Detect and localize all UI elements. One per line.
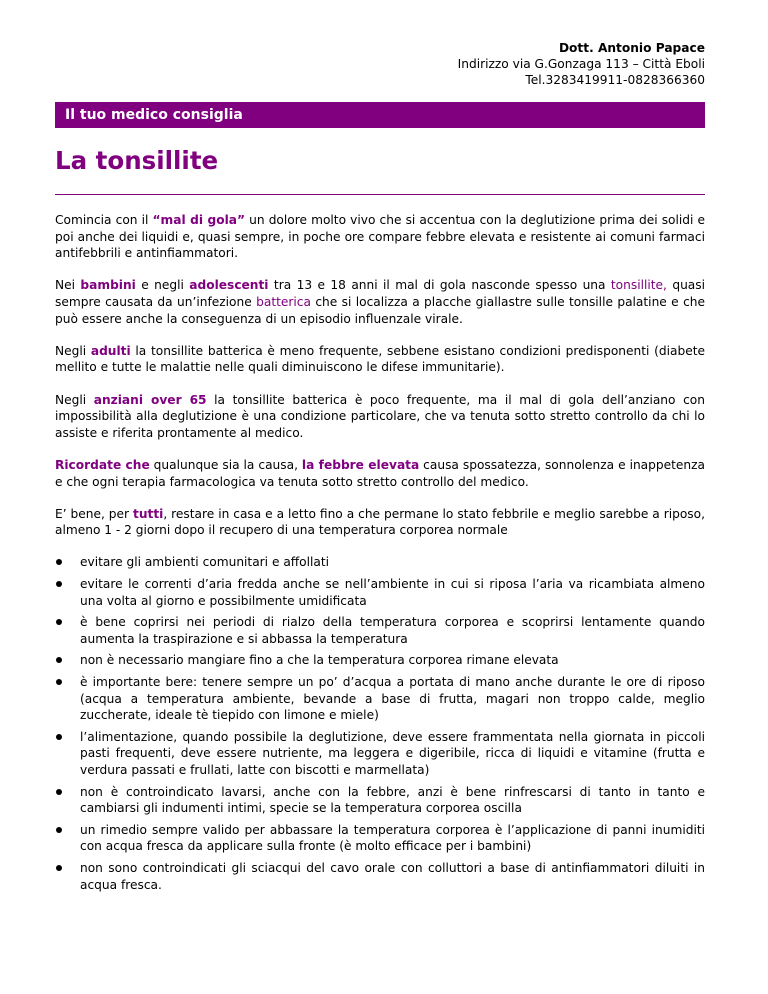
doctor-phone: Tel.3283419911-0828366360 [525,73,705,87]
list-item-text: evitare gli ambienti comunitari e affollati [80,555,330,570]
list-item [55,554,705,571]
section-banner [55,102,705,128]
bullet-icon [56,827,62,833]
article-body [55,212,705,898]
list-item [55,860,705,893]
bullet-icon [56,619,62,625]
text: la tonsillite batterica è poco frequente, ma il mal di gola dell’anziano con impossibilità alla deglutizione è una condizione particolare, che va tenuta sotto stretto controllo da chi lo assiste e riferita prontamente al medico. [55,392,705,440]
bullet-icon [56,657,62,663]
list-item [55,652,705,669]
paragraph-reminder [55,457,705,490]
banner-label: Il tuo medico consiglia [65,107,243,123]
list-item [55,576,705,609]
highlight-tutti: tutti [133,506,164,521]
list-item-text: non è controindicato lavarsi, anche con la febbre, anzi è bene rinfrescarsi di tanto in tanto e cambiarsi gli indumenti intimi, specie se la temperatura corporea oscilla [80,784,705,816]
text: che si localizza a placche giallastre sulle tonsille palatine e che può essere anche la conseguenza di un episodio influenzale virale. [55,294,705,326]
bullet-icon [56,581,62,587]
text: Negli [55,343,91,358]
list-item [55,729,705,779]
text: qualunque sia la causa, [149,457,302,472]
list-item [55,784,705,817]
list-item-text: non sono controindicati gli sciacqui del cavo orale con colluttori a base di antinfiammatori diluiti in acqua fresca. [80,860,705,892]
list-item-text: è bene coprirsi nei periodi di rialzo della temperatura corporea e scoprirsi lentamente quando aumenta la traspirazione e si abbassa la temperatura [80,615,705,646]
highlight-batterica: batterica [256,294,311,309]
bullet-icon [56,865,62,871]
highlight-tonsillite: tonsillite, [610,278,667,293]
list-item-text: un rimedio sempre valido per abbassare la temperatura corporea è l’applicazione di panni inumiditi con acqua fresca da applicare sulla fronte (è molto efficace per i bambini) [80,822,705,854]
highlight-mal-di-gola: “mal di gola” [152,213,246,227]
paragraph-children [55,277,705,327]
text: , restare in casa e a letto fino a che permane lo stato febbrile e meglio sarebbe a riposo, almeno 1 - 2 giorni dopo il recupero di una temperatura corporea normale [55,506,705,538]
text: Negli [55,392,94,407]
highlight-ricordate: Ricordate che [55,457,150,472]
list-item [55,614,705,647]
text: tra 13 e 18 anni il mal di gola nasconde spesso una [268,278,611,293]
bullet-icon [56,559,62,565]
text: la tonsillite batterica è meno frequente, sebbene esistano condizioni predisponenti (diabete mellito e tutte le malattie nelle quali diminuiscono le difese immunitarie). [55,343,705,375]
list-item-text: evitare le correnti d’aria fredda anche se nell’ambiente in cui si riposa l’aria va ricambiata almeno una volta al giorno e possibilmente umidificata [80,577,705,608]
bullet-icon [56,679,62,685]
bullet-icon [56,789,62,795]
list-item-text: non è necessario mangiare fino a che la temperatura corporea rimane elevata [80,653,559,668]
text: Comincia con il [55,213,153,227]
paragraph-everyone [55,506,705,539]
text: E’ bene, per [55,506,133,521]
highlight-adolescenti: adolescenti [189,278,269,293]
text: Nei [55,278,81,293]
advice-list [55,554,705,893]
bullet-icon [56,734,62,740]
highlight-anziani: anziani over 65 [93,392,207,407]
doctor-address: Indirizzo via G.Gonzaga 113 – Città Eboli [457,57,705,71]
highlight-febbre: la febbre elevata [301,457,420,472]
text: e negli [135,278,190,293]
page-title: La tonsillite [55,146,219,175]
list-item-text: l’alimentazione, quando possibile la deglutizione, deve essere frammentata nella giornata in piccoli pasti frequenti, deve essere nutriente, ma leggera e digeribile, ricca di liquidi e vitamine (frutta e verdura passati e frullati, latte con biscotti e marmellata) [80,729,705,777]
text: causa spossatezza, sonnolenza e inappetenza e che ogni terapia farmacologica va tenuta sotto stretto controllo del medico. [55,457,705,489]
doctor-header [458,40,705,88]
highlight-bambini: bambini [80,278,136,293]
doctor-name: Dott. Antonio Papace [558,41,705,55]
paragraph-elderly [55,392,705,442]
title-divider [55,194,705,195]
text: un dolore molto vivo che si accentua con la deglutizione prima dei solidi e poi anche dei liquidi e, quasi sempre, in poche ore compare febbre elevata e resistente ai comuni farmaci antifebbrili e antinfiammatori. [55,213,706,261]
paragraph-intro [55,212,705,262]
paragraph-adults [55,343,705,376]
highlight-adulti: adulti [90,343,131,358]
text: quasi sempre causata da un’infezione [55,278,705,309]
list-item [55,822,705,855]
list-item-text: è importante bere: tenere sempre un po’ d’acqua a portata di mano anche durante le ore di riposo (acqua a temperatura ambiente, bevande a base di frutta, magari non troppo calde, meglio zuccherate, ideale tè tiepido con limone e miele) [80,675,705,723]
list-item [55,674,705,724]
